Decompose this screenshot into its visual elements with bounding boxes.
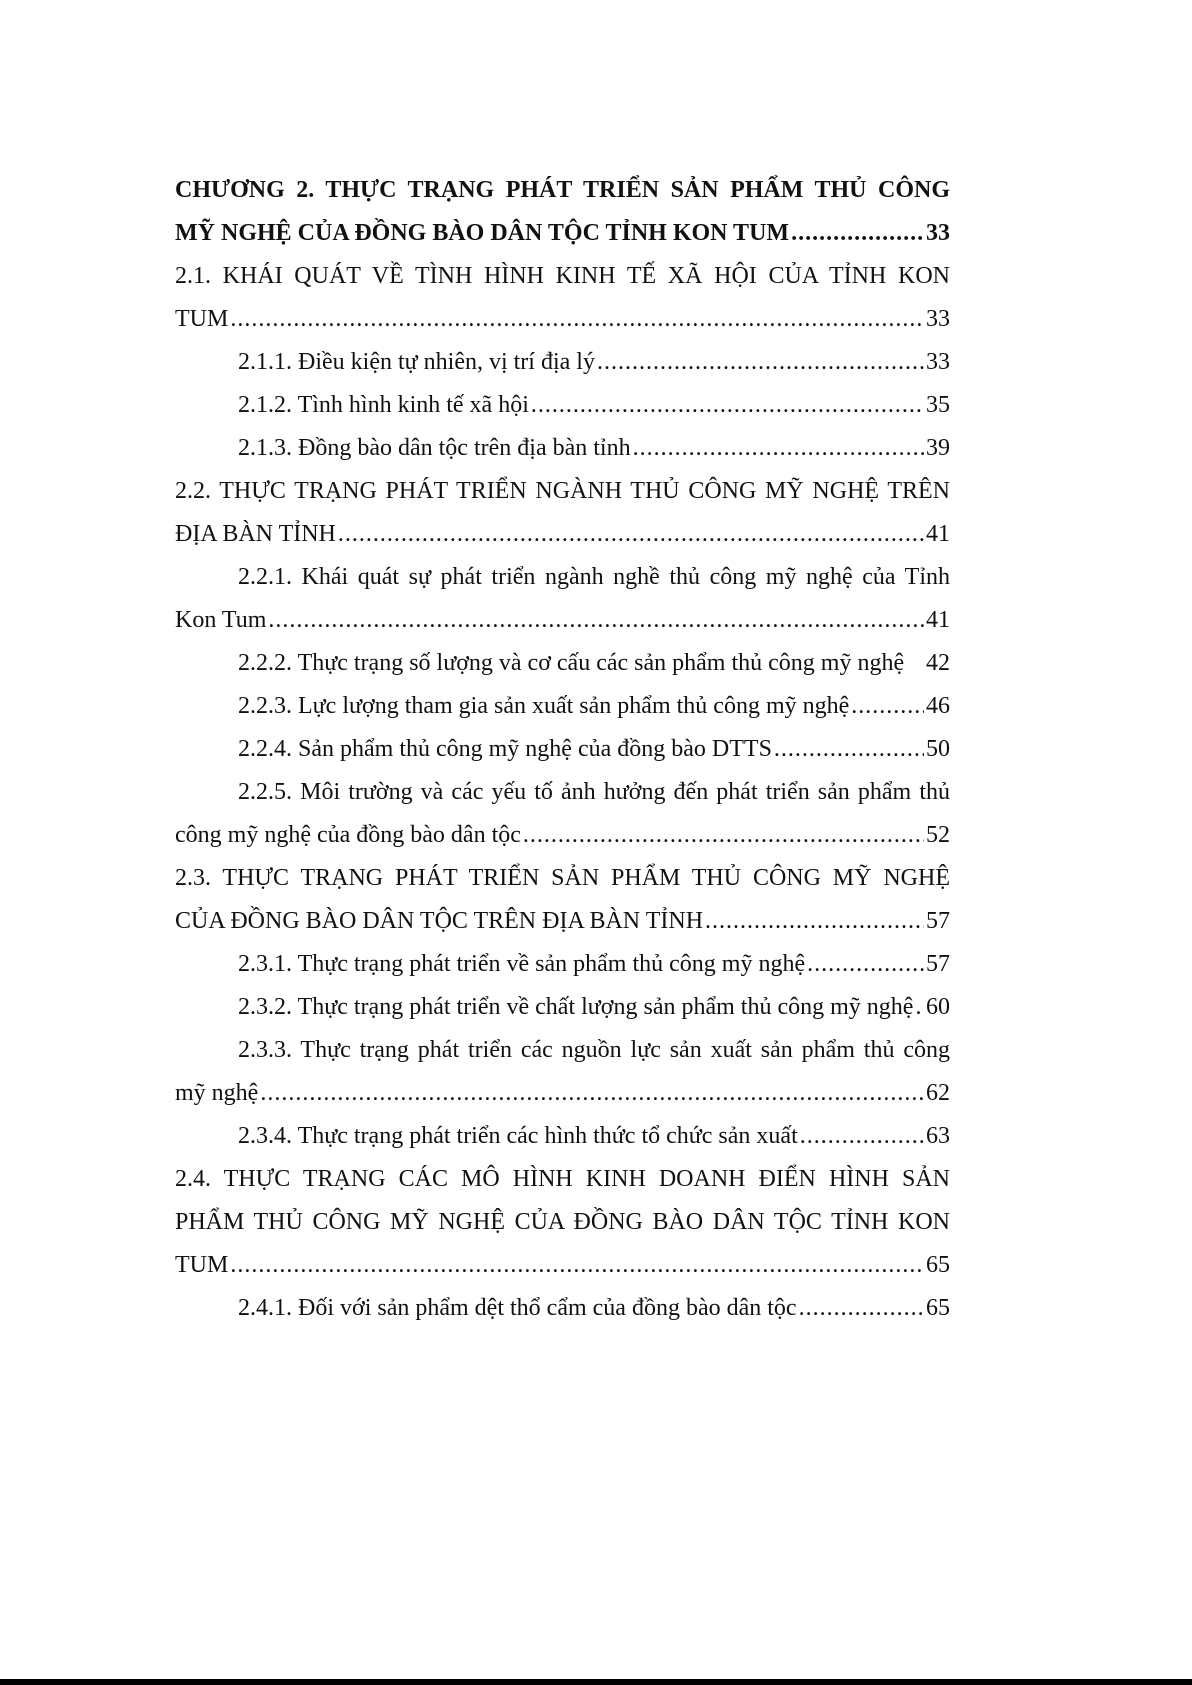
toc-entry-title: 2.2.3. Lực lượng tham gia sản xuất sản phẩm thủ công mỹ nghệ xyxy=(238,693,850,719)
dot-leader xyxy=(633,427,924,470)
toc-entry-sub[interactable] xyxy=(175,771,950,857)
toc-page-number: 33 xyxy=(926,349,950,375)
toc-entry-sub[interactable] xyxy=(175,341,950,384)
toc-entry-title: 2.2.4. Sản phẩm thủ công mỹ nghệ của đồng bào DTTS xyxy=(238,736,772,762)
toc-entry-line: 2.2. THỰC TRẠNG PHÁT TRIỂN NGÀNH THỦ CÔNG MỸ NGHỆ TRÊN xyxy=(175,478,950,504)
toc-entry-line: 2.2.5. Môi trường và các yếu tố ảnh hưởng đến phát triển sản phẩm thủ xyxy=(238,779,950,805)
toc-entry-sub[interactable] xyxy=(175,556,950,642)
dot-leader xyxy=(851,685,924,728)
toc-entry-sub[interactable] xyxy=(175,1287,950,1330)
toc-page-number: 39 xyxy=(926,435,950,461)
toc-entry-last-line xyxy=(175,384,950,427)
toc-entry-section[interactable] xyxy=(175,857,950,943)
toc-entry-sub[interactable] xyxy=(175,986,950,1029)
toc-entry-title: 2.4.1. Đối với sản phẩm dệt thổ cẩm của đồng bào dân tộc xyxy=(238,1295,797,1321)
toc-entry-title: MỸ NGHỆ CỦA ĐỒNG BÀO DÂN TỘC TỈNH KON TUM xyxy=(175,220,790,246)
toc-entry-section[interactable] xyxy=(175,470,950,556)
toc-entry-section[interactable] xyxy=(175,1158,950,1287)
toc-entry-last-line xyxy=(175,728,950,771)
dot-leader xyxy=(791,212,924,255)
dot-leader xyxy=(799,1287,924,1330)
toc-page-number: 57 xyxy=(926,908,950,934)
toc-entry-sub[interactable] xyxy=(175,1029,950,1115)
toc-entry-last-line xyxy=(175,427,950,470)
toc-entry-title: CỦA ĐỒNG BÀO DÂN TỘC TRÊN ĐỊA BÀN TỈNH xyxy=(175,908,704,934)
toc-entry-last-line xyxy=(175,943,950,986)
toc-entry-last-line xyxy=(175,1244,950,1287)
toc-entry-line: 2.3.3. Thực trạng phát triển các nguồn lực sản xuất sản phẩm thủ công xyxy=(238,1037,950,1063)
dot-leader xyxy=(230,298,924,341)
toc-entry-line: 2.1. KHÁI QUÁT VỀ TÌNH HÌNH KINH TẾ XÃ HỘI CỦA TỈNH KON xyxy=(175,263,950,289)
toc-entry-line: PHẨM THỦ CÔNG MỸ NGHỆ CỦA ĐỒNG BÀO DÂN TỘC TỈNH KON xyxy=(175,1209,950,1235)
toc-entry-last-line xyxy=(175,1115,950,1158)
dot-leader xyxy=(230,1244,924,1287)
toc-entry-last-line xyxy=(175,599,950,642)
toc-page-number: 62 xyxy=(926,1080,950,1106)
table-of-contents xyxy=(175,169,950,1330)
toc-entry-last-line xyxy=(175,298,950,341)
toc-entry-last-line xyxy=(175,642,950,685)
toc-page-number: 63 xyxy=(926,1123,950,1149)
toc-entry-title: 2.3.4. Thực trạng phát triển các hình thức tổ chức sản xuất xyxy=(238,1123,798,1149)
toc-entry-sub[interactable] xyxy=(175,384,950,427)
toc-page-number: 65 xyxy=(926,1252,950,1278)
dot-leader xyxy=(774,728,924,771)
toc-entry-title: Kon Tum xyxy=(175,607,267,633)
toc-page-number: 42 xyxy=(926,650,950,676)
toc-entry-title: 2.1.2. Tình hình kinh tế xã hội xyxy=(238,392,529,418)
toc-entry-title: 2.3.1. Thực trạng phát triển về sản phẩm thủ công mỹ nghệ xyxy=(238,951,806,977)
toc-entry-title: 2.3.2. Thực trạng phát triển về chất lượng sản phẩm thủ công mỹ nghệ xyxy=(238,994,914,1020)
dot-leader xyxy=(705,900,924,943)
toc-page-number: 50 xyxy=(926,736,950,762)
toc-entry-title: mỹ nghệ xyxy=(175,1080,259,1106)
toc-entry-title: ĐỊA BÀN TỈNH xyxy=(175,521,336,547)
toc-entry-title: 2.1.3. Đồng bào dân tộc trên địa bàn tỉnh xyxy=(238,435,631,461)
dot-leader xyxy=(807,943,924,986)
toc-entry-line: 2.2.1. Khái quát sự phát triển ngành nghề thủ công mỹ nghệ của Tỉnh xyxy=(238,564,950,590)
toc-entry-sub[interactable] xyxy=(175,1115,950,1158)
toc-page-number: 57 xyxy=(926,951,950,977)
dot-leader xyxy=(915,986,924,1029)
toc-entry-last-line xyxy=(175,341,950,384)
toc-page-number: 52 xyxy=(926,822,950,848)
toc-entry-last-line xyxy=(175,986,950,1029)
toc-entry-last-line xyxy=(175,212,950,255)
toc-page-number: 65 xyxy=(926,1295,950,1321)
toc-page-number: 60 xyxy=(926,994,950,1020)
toc-entry-sub[interactable] xyxy=(175,642,950,685)
toc-entry-sub[interactable] xyxy=(175,427,950,470)
toc-entry-title: công mỹ nghệ của đồng bào dân tộc xyxy=(175,822,521,848)
page-bottom-border xyxy=(0,1679,1192,1685)
toc-page-number: 41 xyxy=(926,521,950,547)
toc-entry-last-line xyxy=(175,900,950,943)
toc-page-number: 33 xyxy=(926,220,950,246)
dot-leader xyxy=(260,1072,924,1115)
dot-leader xyxy=(531,384,924,427)
toc-entry-line: 2.3. THỰC TRẠNG PHÁT TRIỂN SẢN PHẨM THỦ CÔNG MỸ NGHỆ xyxy=(175,865,950,891)
toc-entry-title: 2.2.2. Thực trạng số lượng và cơ cấu các sản phẩm thủ công mỹ nghệ xyxy=(238,650,905,676)
dot-leader xyxy=(338,513,924,556)
toc-entry-sub[interactable] xyxy=(175,943,950,986)
toc-entry-line: 2.4. THỰC TRẠNG CÁC MÔ HÌNH KINH DOANH ĐIỂN HÌNH SẢN xyxy=(175,1166,950,1192)
toc-page-number: 46 xyxy=(926,693,950,719)
toc-page-number: 35 xyxy=(926,392,950,418)
toc-entry-sub[interactable] xyxy=(175,728,950,771)
dot-leader xyxy=(268,599,924,642)
toc-page-number: 41 xyxy=(926,607,950,633)
toc-entry-last-line xyxy=(175,1287,950,1330)
toc-entry-title: TUM xyxy=(175,1252,229,1278)
dot-leader xyxy=(597,341,924,384)
toc-entry-title: TUM xyxy=(175,306,229,332)
toc-page-number: 33 xyxy=(926,306,950,332)
toc-entry-sub[interactable] xyxy=(175,685,950,728)
toc-entry-section[interactable] xyxy=(175,255,950,341)
toc-entry-line: CHƯƠNG 2. THỰC TRẠNG PHÁT TRIỂN SẢN PHẨM THỦ CÔNG xyxy=(175,177,950,203)
toc-entry-last-line xyxy=(175,1072,950,1115)
dot-leader xyxy=(523,814,924,857)
toc-entry-last-line xyxy=(175,685,950,728)
dot-leader xyxy=(800,1115,924,1158)
toc-entry-last-line xyxy=(175,513,950,556)
toc-entry-last-line xyxy=(175,814,950,857)
toc-entry-title: 2.1.1. Điều kiện tự nhiên, vị trí địa lý xyxy=(238,349,595,375)
toc-entry-chapter[interactable] xyxy=(175,169,950,255)
